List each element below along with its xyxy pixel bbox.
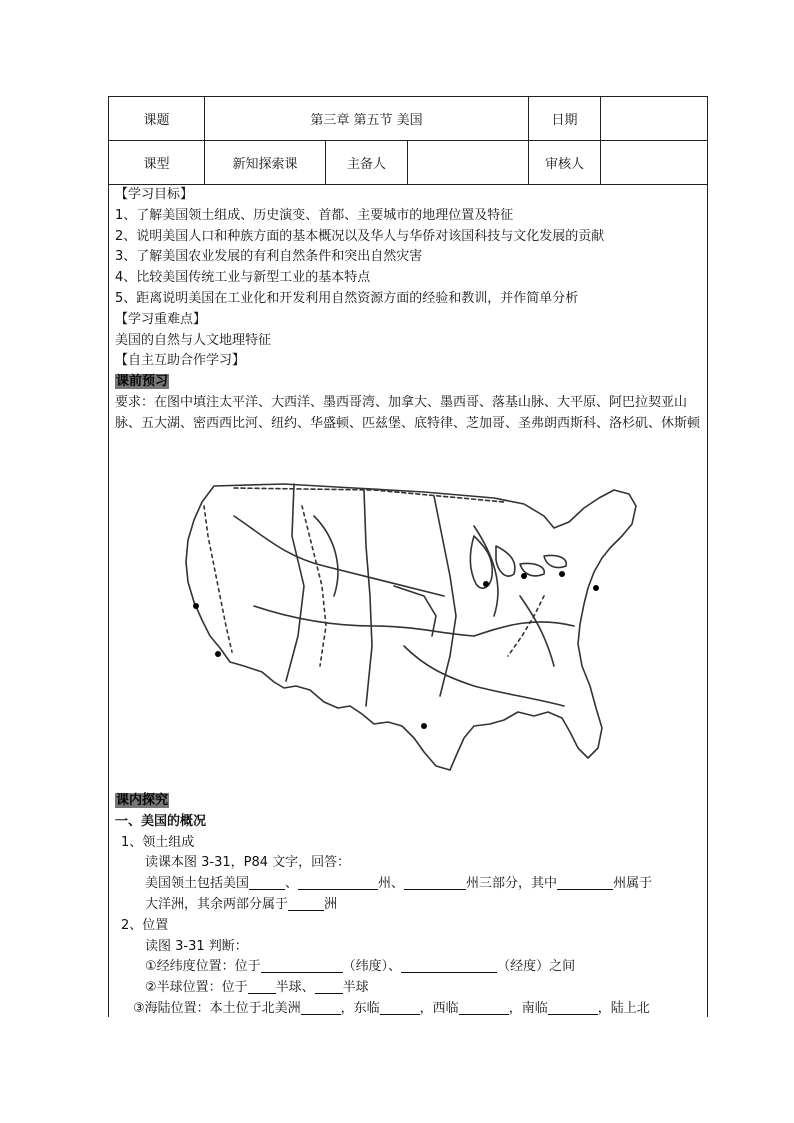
blank-field[interactable]: [249, 875, 285, 890]
in-class-tag: 课内探究: [116, 793, 169, 808]
topic-label: 课题: [109, 97, 205, 141]
blank-field[interactable]: [459, 1000, 509, 1015]
objective-4: 4、比较美国传统工业与新型工业的基本特点: [115, 270, 371, 286]
objective-5: 5、距离说明美国在工业化和开发利用自然资源方面的经验和教训，并作简单分析: [115, 290, 579, 306]
position-latlon: ①经纬度位置：位于 （纬度）、 （经度）之间: [145, 959, 576, 975]
objective-1: 1、了解美国领土组成、历史演变、首都、主要城市的地理位置及特征: [115, 207, 514, 223]
blank-field[interactable]: [401, 958, 497, 973]
date-value[interactable]: [601, 97, 708, 141]
blank-field[interactable]: [380, 1000, 420, 1015]
key-points-text: 美国的自然与人文地理特征: [115, 332, 272, 348]
sub-1-question: 美国领土包括美国 、 州、 州三部分，其中 州属于: [145, 876, 653, 892]
sub-2-title: 2、位置: [121, 917, 169, 933]
position-hemisphere: ②半球位置：位于 半球、 半球: [145, 980, 369, 996]
lesson-content: [109, 185, 707, 455]
sub-1-question-cont: 大洋洲，其余两部分属于 洲: [145, 896, 338, 912]
objective-2: 2、说明美国人口和种族方面的基本概况以及华人与华侨对该国科技与文化发展的贡献: [115, 228, 605, 244]
preview-tag: 课前预习: [116, 374, 169, 390]
sub-1-read: 读课本图 3-31，P84 文字，回答：: [145, 855, 351, 871]
preparer-label: 主备人: [326, 141, 408, 185]
key-points-heading: 【学习重难点】: [115, 311, 207, 327]
reviewer-label: 审核人: [529, 141, 601, 185]
usa-outline-map-icon: [174, 476, 654, 776]
objectives-heading: 【学习目标】: [115, 187, 194, 202]
blank-field[interactable]: [557, 875, 613, 890]
type-label: 课型: [109, 141, 205, 185]
objective-3: 3、了解美国农业发展的有利自然条件和突出自然灾害: [115, 249, 423, 265]
lesson-plan-sheet: [108, 96, 708, 1017]
preview-requirement: 要求：在图中填注太平洋、大西洋、墨西哥湾、加拿大、墨西哥、落基山脉、大平原、阿巴拉契亚山脉、五大湖、密西西比河、纽约、华盛顿、匹兹堡、底特律、芝加哥、圣弗朗西斯科、洛杉矶、休斯顿: [115, 394, 701, 431]
blank-field[interactable]: [404, 875, 466, 890]
topic-value: 第三章 第五节 美国: [205, 97, 529, 141]
blank-field[interactable]: [298, 875, 378, 890]
blank-field[interactable]: [301, 1000, 341, 1015]
preparer-value[interactable]: [408, 141, 529, 185]
type-value: 新知探索课: [205, 141, 326, 185]
blank-field[interactable]: [248, 979, 276, 994]
header-table: [108, 96, 708, 185]
reviewer-value[interactable]: [601, 141, 708, 185]
self-study-heading: 【自主互助合作学习】: [115, 353, 246, 369]
sub-1-title: 1、领土组成: [121, 834, 195, 850]
position-land-sea: ③海陆位置：本土位于北美洲 ，东临 ，西临 ，南临 ，陆上北: [133, 1000, 650, 1016]
sub-2-read: 读图 3-31 判断：: [145, 938, 248, 954]
in-class-section: [109, 791, 707, 1020]
blank-field[interactable]: [315, 979, 343, 994]
blank-field[interactable]: [261, 958, 343, 973]
blank-field[interactable]: [288, 896, 324, 911]
section-1-title: 一、美国的概况: [115, 813, 207, 829]
blank-field[interactable]: [548, 1000, 598, 1015]
date-label: 日期: [529, 97, 601, 141]
